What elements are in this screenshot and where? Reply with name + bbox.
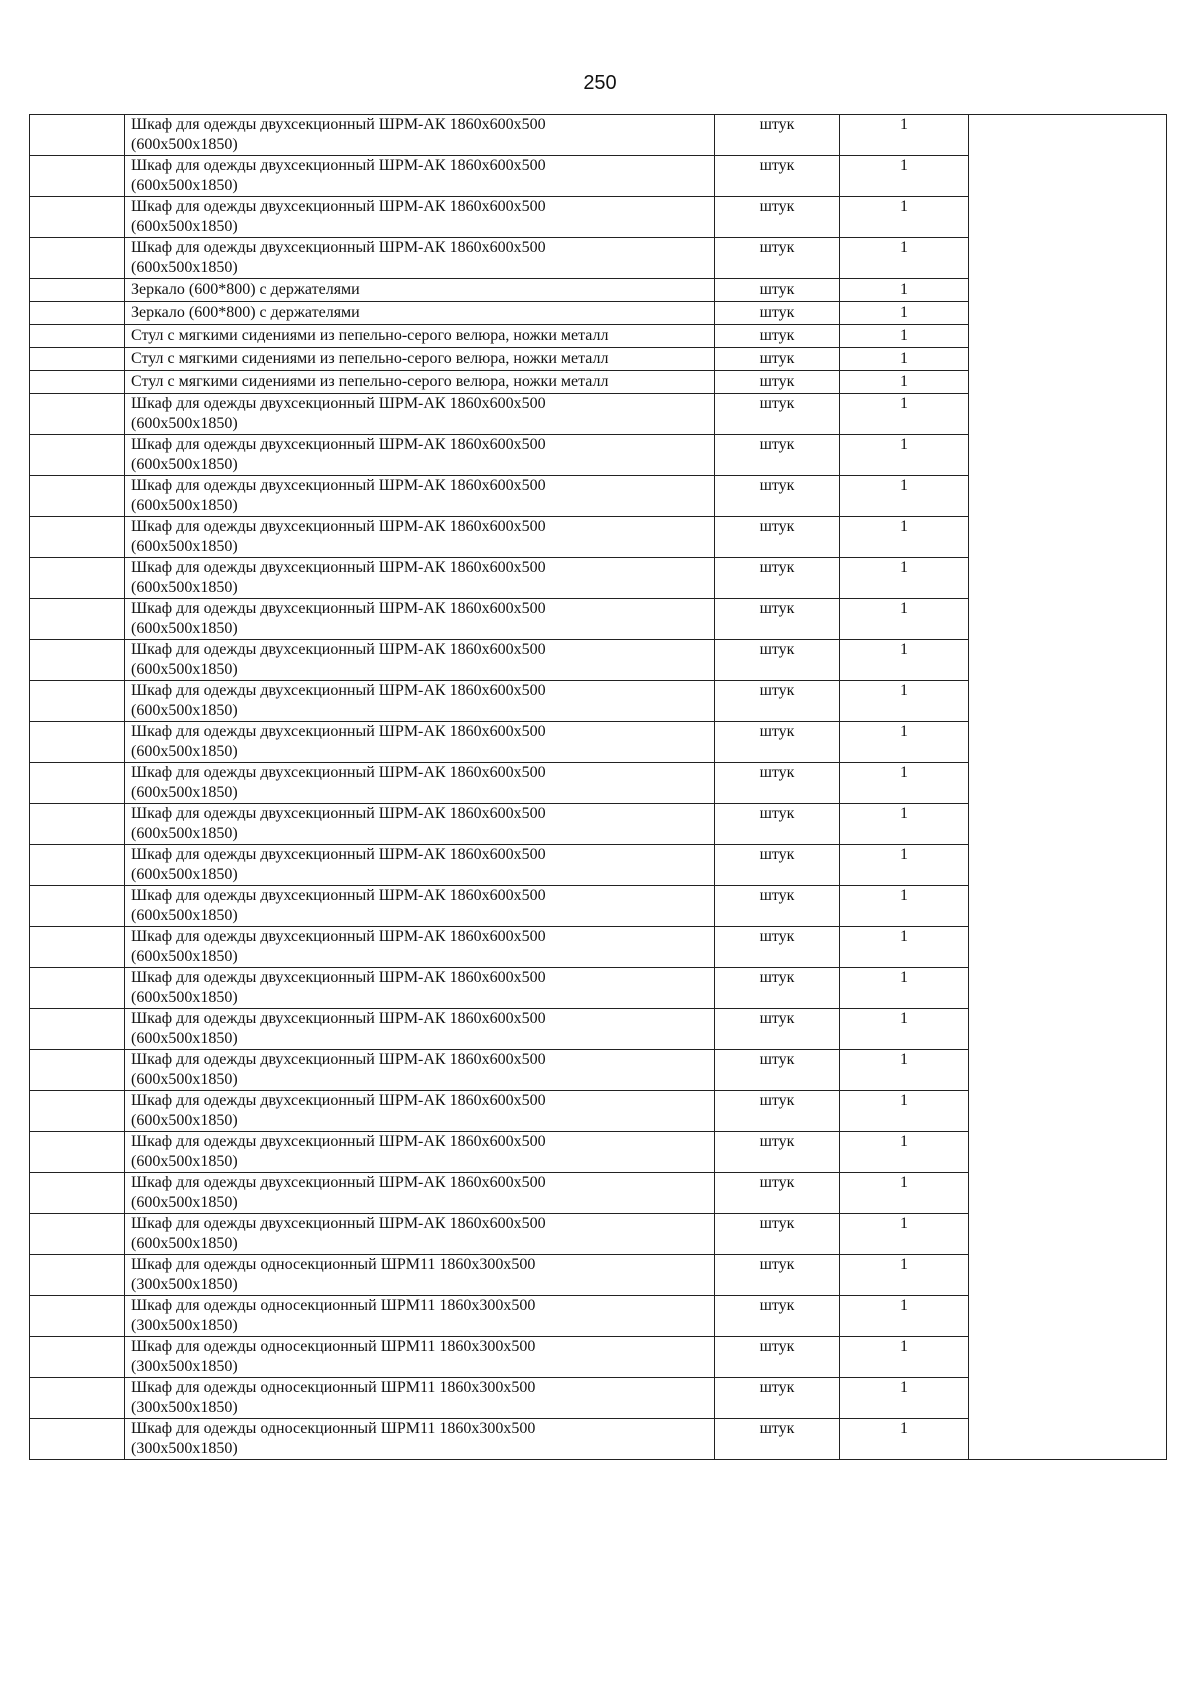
item-name-cell xyxy=(125,558,715,599)
item-name-cell xyxy=(125,1255,715,1296)
item-dimensions: (600x500x1850) xyxy=(131,907,238,924)
quantity-cell: 1 xyxy=(840,302,969,325)
item-dimensions: (600x500x1850) xyxy=(131,620,238,637)
item-name-cell xyxy=(125,1296,715,1337)
row-number-cell xyxy=(30,804,125,845)
item-name-cell xyxy=(125,763,715,804)
item-name: Шкаф для одежды двухсекционный ШРМ-АК 1860x600x500 xyxy=(131,436,546,453)
item-name: Шкаф для одежды двухсекционный ШРМ-АК 1860x600x500 xyxy=(131,969,546,986)
item-name: Шкаф для одежды двухсекционный ШРМ-АК 1860x600x500 xyxy=(131,928,546,945)
unit-cell: штук xyxy=(715,968,840,1009)
quantity-cell: 1 xyxy=(840,722,969,763)
item-dimensions: (600x500x1850) xyxy=(131,1112,238,1129)
item-name-cell xyxy=(125,302,715,325)
row-number-cell xyxy=(30,599,125,640)
row-number-cell xyxy=(30,156,125,197)
item-dimensions: (600x500x1850) xyxy=(131,415,238,432)
unit-cell: штук xyxy=(715,435,840,476)
item-name-cell xyxy=(125,1050,715,1091)
item-name-cell xyxy=(125,238,715,279)
item-dimensions: (600x500x1850) xyxy=(131,497,238,514)
quantity-cell: 1 xyxy=(840,476,969,517)
quantity-cell: 1 xyxy=(840,845,969,886)
item-name: Шкаф для одежды односекционный ШРМ11 1860x300x500 xyxy=(131,1420,536,1437)
item-name-cell xyxy=(125,599,715,640)
quantity-cell: 1 xyxy=(840,1214,969,1255)
item-name-cell xyxy=(125,517,715,558)
item-name-cell xyxy=(125,197,715,238)
item-name-cell xyxy=(125,968,715,1009)
quantity-cell: 1 xyxy=(840,1255,969,1296)
item-name-cell xyxy=(125,722,715,763)
item-name: Шкаф для одежды двухсекционный ШРМ-АК 1860x600x500 xyxy=(131,477,546,494)
quantity-cell: 1 xyxy=(840,371,969,394)
item-name-cell xyxy=(125,1091,715,1132)
unit-cell: штук xyxy=(715,1378,840,1419)
unit-cell: штук xyxy=(715,1091,840,1132)
item-name-cell xyxy=(125,1132,715,1173)
row-number-cell xyxy=(30,1296,125,1337)
quantity-cell: 1 xyxy=(840,640,969,681)
item-name: Шкаф для одежды двухсекционный ШРМ-АК 1860x600x500 xyxy=(131,239,546,256)
item-name-cell xyxy=(125,156,715,197)
item-name: Шкаф для одежды двухсекционный ШРМ-АК 1860x600x500 xyxy=(131,157,546,174)
unit-cell: штук xyxy=(715,371,840,394)
unit-cell: штук xyxy=(715,348,840,371)
unit-cell: штук xyxy=(715,1173,840,1214)
item-dimensions: (600x500x1850) xyxy=(131,218,238,235)
item-dimensions: (600x500x1850) xyxy=(131,538,238,555)
row-number-cell xyxy=(30,1255,125,1296)
item-name: Шкаф для одежды двухсекционный ШРМ-АК 1860x600x500 xyxy=(131,641,546,658)
row-number-cell xyxy=(30,325,125,348)
item-name-cell xyxy=(125,1009,715,1050)
unit-cell: штук xyxy=(715,1337,840,1378)
quantity-cell: 1 xyxy=(840,394,969,435)
item-name-cell xyxy=(125,348,715,371)
quantity-cell: 1 xyxy=(840,1378,969,1419)
row-number-cell xyxy=(30,1419,125,1460)
item-dimensions: (600x500x1850) xyxy=(131,743,238,760)
row-number-cell xyxy=(30,927,125,968)
quantity-cell: 1 xyxy=(840,1009,969,1050)
unit-cell: штук xyxy=(715,1132,840,1173)
quantity-cell: 1 xyxy=(840,1173,969,1214)
unit-cell: штук xyxy=(715,886,840,927)
item-name-cell xyxy=(125,476,715,517)
item-name: Шкаф для одежды двухсекционный ШРМ-АК 1860x600x500 xyxy=(131,723,546,740)
row-number-cell xyxy=(30,845,125,886)
item-name-cell xyxy=(125,1419,715,1460)
item-name-cell xyxy=(125,279,715,302)
item-name-cell xyxy=(125,886,715,927)
quantity-cell: 1 xyxy=(840,1337,969,1378)
row-number-cell xyxy=(30,763,125,804)
item-name-cell xyxy=(125,640,715,681)
row-number-cell xyxy=(30,1009,125,1050)
row-number-cell xyxy=(30,1337,125,1378)
item-name-cell xyxy=(125,1173,715,1214)
row-number-cell xyxy=(30,1050,125,1091)
item-dimensions: (600x500x1850) xyxy=(131,1030,238,1047)
quantity-cell: 1 xyxy=(840,279,969,302)
unit-cell: штук xyxy=(715,1296,840,1337)
item-dimensions: (600x500x1850) xyxy=(131,866,238,883)
quantity-cell: 1 xyxy=(840,886,969,927)
unit-cell: штук xyxy=(715,804,840,845)
item-name: Шкаф для одежды двухсекционный ШРМ-АК 1860x600x500 xyxy=(131,1174,546,1191)
quantity-cell: 1 xyxy=(840,927,969,968)
row-number-cell xyxy=(30,348,125,371)
unit-cell: штук xyxy=(715,599,840,640)
item-dimensions: (600x500x1850) xyxy=(131,1235,238,1252)
row-number-cell xyxy=(30,722,125,763)
row-number-cell xyxy=(30,302,125,325)
item-name-cell xyxy=(125,927,715,968)
row-number-cell xyxy=(30,640,125,681)
unit-cell: штук xyxy=(715,115,840,156)
item-name-cell xyxy=(125,1214,715,1255)
row-number-cell xyxy=(30,886,125,927)
item-name: Шкаф для одежды двухсекционный ШРМ-АК 1860x600x500 xyxy=(131,395,546,412)
item-name-cell xyxy=(125,1337,715,1378)
item-dimensions: (600x500x1850) xyxy=(131,989,238,1006)
unit-cell: штук xyxy=(715,156,840,197)
unit-cell: штук xyxy=(715,279,840,302)
row-number-cell xyxy=(30,681,125,722)
unit-cell: штук xyxy=(715,763,840,804)
item-dimensions: (600x500x1850) xyxy=(131,825,238,842)
unit-cell: штук xyxy=(715,1050,840,1091)
item-dimensions: (600x500x1850) xyxy=(131,456,238,473)
quantity-cell: 1 xyxy=(840,325,969,348)
quantity-cell: 1 xyxy=(840,517,969,558)
unit-cell: штук xyxy=(715,640,840,681)
item-dimensions: (600x500x1850) xyxy=(131,579,238,596)
unit-cell: штук xyxy=(715,238,840,279)
item-dimensions: (600x500x1850) xyxy=(131,177,238,194)
row-number-cell xyxy=(30,558,125,599)
item-name: Шкаф для одежды двухсекционный ШРМ-АК 1860x600x500 xyxy=(131,764,546,781)
unit-cell: штук xyxy=(715,197,840,238)
row-number-cell xyxy=(30,115,125,156)
row-number-cell xyxy=(30,476,125,517)
row-number-cell xyxy=(30,517,125,558)
quantity-cell: 1 xyxy=(840,1091,969,1132)
quantity-cell: 1 xyxy=(840,804,969,845)
item-name: Шкаф для одежды двухсекционный ШРМ-АК 1860x600x500 xyxy=(131,116,546,133)
item-name-cell xyxy=(125,325,715,348)
quantity-cell: 1 xyxy=(840,238,969,279)
quantity-cell: 1 xyxy=(840,599,969,640)
row-number-cell xyxy=(30,1378,125,1419)
unit-cell: штук xyxy=(715,927,840,968)
item-dimensions: (300x500x1850) xyxy=(131,1358,238,1375)
item-name-cell xyxy=(125,804,715,845)
item-name: Шкаф для одежды двухсекционный ШРМ-АК 1860x600x500 xyxy=(131,559,546,576)
item-name: Шкаф для одежды односекционный ШРМ11 1860x300x500 xyxy=(131,1338,536,1355)
quantity-cell: 1 xyxy=(840,115,969,156)
item-dimensions: (300x500x1850) xyxy=(131,1276,238,1293)
item-name: Шкаф для одежды двухсекционный ШРМ-АК 1860x600x500 xyxy=(131,600,546,617)
item-name-cell xyxy=(125,1378,715,1419)
item-name: Шкаф для одежды двухсекционный ШРМ-АК 1860x600x500 xyxy=(131,887,546,904)
quantity-cell: 1 xyxy=(840,968,969,1009)
quantity-cell: 1 xyxy=(840,558,969,599)
item-name: Шкаф для одежды двухсекционный ШРМ-АК 1860x600x500 xyxy=(131,682,546,699)
unit-cell: штук xyxy=(715,517,840,558)
row-number-cell xyxy=(30,1091,125,1132)
page-number: 250 xyxy=(583,72,617,94)
table-row xyxy=(30,115,1167,156)
item-dimensions: (300x500x1850) xyxy=(131,1399,238,1416)
item-name-cell xyxy=(125,681,715,722)
quantity-cell: 1 xyxy=(840,1132,969,1173)
quantity-cell: 1 xyxy=(840,1050,969,1091)
item-name: Шкаф для одежды двухсекционный ШРМ-АК 1860x600x500 xyxy=(131,518,546,535)
item-dimensions: (600x500x1850) xyxy=(131,948,238,965)
unit-cell: штук xyxy=(715,1214,840,1255)
item-name: Зеркало (600*800) с держателями xyxy=(131,281,360,298)
item-dimensions: (600x500x1850) xyxy=(131,661,238,678)
item-name: Шкаф для одежды двухсекционный ШРМ-АК 1860x600x500 xyxy=(131,1092,546,1109)
unit-cell: штук xyxy=(715,1419,840,1460)
item-dimensions: (600x500x1850) xyxy=(131,1071,238,1088)
row-number-cell xyxy=(30,371,125,394)
item-name: Шкаф для одежды двухсекционный ШРМ-АК 1860x600x500 xyxy=(131,846,546,863)
item-name: Стул с мягкими сидениями из пепельно-серого велюра, ножки металл xyxy=(131,373,609,390)
unit-cell: штук xyxy=(715,722,840,763)
item-name-cell xyxy=(125,845,715,886)
unit-cell: штук xyxy=(715,1255,840,1296)
item-name-cell xyxy=(125,435,715,476)
unit-cell: штук xyxy=(715,325,840,348)
item-dimensions: (600x500x1850) xyxy=(131,136,238,153)
item-name: Шкаф для одежды односекционный ШРМ11 1860x300x500 xyxy=(131,1379,536,1396)
notes-cell xyxy=(969,115,1167,1460)
item-name: Шкаф для одежды односекционный ШРМ11 1860x300x500 xyxy=(131,1297,536,1314)
item-name: Стул с мягкими сидениями из пепельно-серого велюра, ножки металл xyxy=(131,350,609,367)
row-number-cell xyxy=(30,1214,125,1255)
unit-cell: штук xyxy=(715,394,840,435)
row-number-cell xyxy=(30,394,125,435)
item-dimensions: (600x500x1850) xyxy=(131,784,238,801)
item-name: Шкаф для одежды двухсекционный ШРМ-АК 1860x600x500 xyxy=(131,1133,546,1150)
quantity-cell: 1 xyxy=(840,156,969,197)
unit-cell: штук xyxy=(715,476,840,517)
row-number-cell xyxy=(30,279,125,302)
item-name: Шкаф для одежды двухсекционный ШРМ-АК 1860x600x500 xyxy=(131,198,546,215)
quantity-cell: 1 xyxy=(840,197,969,238)
item-dimensions: (300x500x1850) xyxy=(131,1317,238,1334)
quantity-cell: 1 xyxy=(840,763,969,804)
item-name-cell xyxy=(125,371,715,394)
item-dimensions: (600x500x1850) xyxy=(131,1153,238,1170)
quantity-cell: 1 xyxy=(840,681,969,722)
quantity-cell: 1 xyxy=(840,1296,969,1337)
item-name: Шкаф для одежды двухсекционный ШРМ-АК 1860x600x500 xyxy=(131,805,546,822)
item-name: Шкаф для одежды односекционный ШРМ11 1860x300x500 xyxy=(131,1256,536,1273)
item-dimensions: (600x500x1850) xyxy=(131,1194,238,1211)
inventory-table-body xyxy=(30,115,1167,1460)
quantity-cell: 1 xyxy=(840,1419,969,1460)
item-name: Шкаф для одежды двухсекционный ШРМ-АК 1860x600x500 xyxy=(131,1215,546,1232)
item-name: Зеркало (600*800) с держателями xyxy=(131,304,360,321)
unit-cell: штук xyxy=(715,681,840,722)
item-dimensions: (600x500x1850) xyxy=(131,259,238,276)
item-name: Шкаф для одежды двухсекционный ШРМ-АК 1860x600x500 xyxy=(131,1010,546,1027)
item-dimensions: (300x500x1850) xyxy=(131,1440,238,1457)
row-number-cell xyxy=(30,1132,125,1173)
row-number-cell xyxy=(30,197,125,238)
item-dimensions: (600x500x1850) xyxy=(131,702,238,719)
row-number-cell xyxy=(30,435,125,476)
unit-cell: штук xyxy=(715,558,840,599)
unit-cell: штук xyxy=(715,302,840,325)
unit-cell: штук xyxy=(715,845,840,886)
unit-cell: штук xyxy=(715,1009,840,1050)
row-number-cell xyxy=(30,968,125,1009)
item-name: Шкаф для одежды двухсекционный ШРМ-АК 1860x600x500 xyxy=(131,1051,546,1068)
quantity-cell: 1 xyxy=(840,435,969,476)
row-number-cell xyxy=(30,1173,125,1214)
item-name-cell xyxy=(125,394,715,435)
inventory-table xyxy=(29,114,1167,1460)
row-number-cell xyxy=(30,238,125,279)
item-name: Стул с мягкими сидениями из пепельно-серого велюра, ножки металл xyxy=(131,327,609,344)
item-name-cell xyxy=(125,115,715,156)
quantity-cell: 1 xyxy=(840,348,969,371)
